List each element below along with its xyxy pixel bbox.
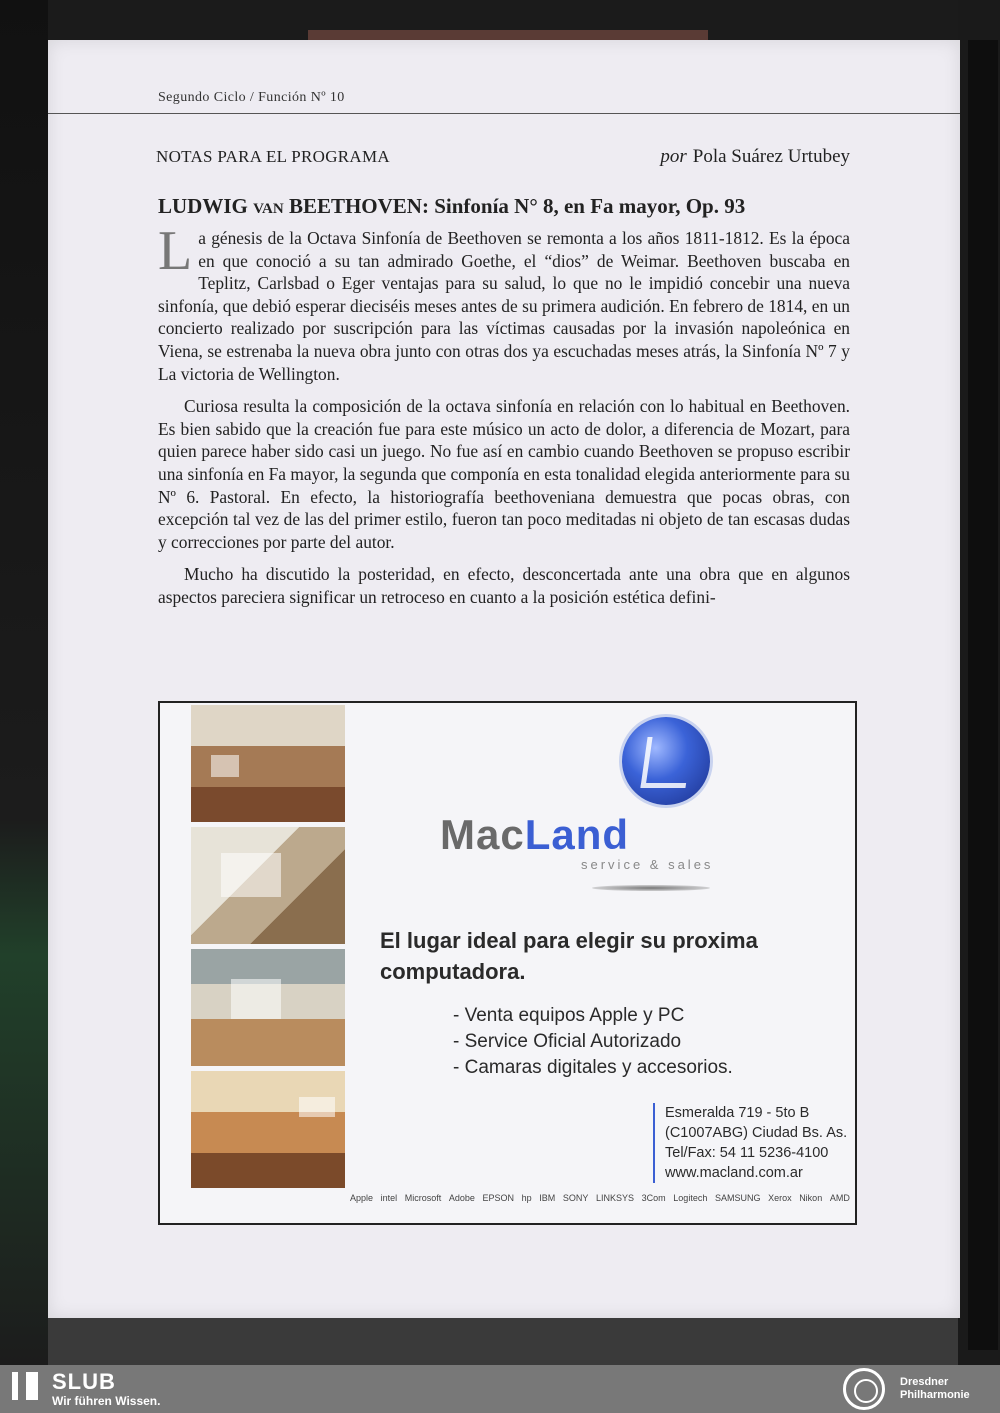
philharmonie-name[interactable] [900, 1376, 970, 1402]
photo-detail [299, 1097, 335, 1117]
article-body [158, 220, 850, 619]
brand-logo: Apple [350, 1193, 374, 1203]
brand-logo: Nikon [799, 1193, 823, 1203]
author-line [660, 146, 850, 168]
title-van: VAN [253, 201, 284, 217]
paragraph-1 [158, 220, 850, 385]
brand-logo: Microsoft [404, 1193, 442, 1203]
philharmonie-logo-icon[interactable] [843, 1368, 885, 1410]
store-photo-1 [191, 705, 345, 822]
address-line-2: (C1007ABG) Ciudad Bs. As. [665, 1125, 848, 1141]
section-label: NOTAS PARA EL PROGRAMA [156, 147, 390, 166]
service-item: - Service Oficial Autorizado [453, 1031, 682, 1052]
brand-logo: 3Com [641, 1193, 666, 1203]
slub-logo-icon[interactable] [12, 1372, 38, 1400]
service-item: - Camaras digitales y accesorios. [453, 1057, 733, 1078]
brand-logo: Xerox [768, 1193, 792, 1203]
logo-shadow [592, 885, 710, 891]
brand-logo: hp [521, 1193, 532, 1203]
title-part2: BEETHOVEN: Sinfonía N° 8, en Fa mayor, Op. 93 [288, 194, 746, 218]
store-photos [191, 705, 345, 1193]
scan-right-strip [968, 40, 998, 1350]
paragraph-1-text: a génesis de la Octava Sinfonía de Beethoven se remonta a los años 1811-1812. Es la época en que conoció a su tan admirado Goethe, el “dios” de Weimar. Beethoven buscaba en Teplitz, Carlsbad o Eger ventajas para su salud, lo que no le impidió concebir una nueva sinfonía, que debió esperar dieciséis meses antes de su primera audición. En febrero de 1814, en un concierto realizado por suscripción para las víctimas causadas por la invasión napoleónica en Viena, se estrenaba la nueva obra junto con otras dos ya escuchadas meses atrás, la Sinfonía Nº 7 y La victoria de Wellington. [158, 228, 850, 384]
logo-land: Land [524, 811, 630, 858]
slub-name[interactable]: SLUB [52, 1369, 116, 1394]
logo-mac: Mac [440, 811, 525, 858]
website-line: www.macland.com.ar [665, 1165, 803, 1181]
store-photo-3 [191, 949, 345, 1066]
title-part1: LUDWIG [158, 194, 248, 218]
drop-cap: L [158, 220, 193, 282]
brand-logo: Logitech [673, 1193, 708, 1203]
globe-mark [640, 737, 692, 788]
photo-detail [211, 755, 239, 777]
author-name: Pola Suárez Urtubey [692, 146, 850, 167]
store-photo-4 [191, 1071, 345, 1188]
slub-tagline: Wir führen Wissen. [52, 1394, 161, 1408]
brand-logo: EPSON [482, 1193, 515, 1203]
brand-logo: Adobe [448, 1193, 475, 1203]
brand-logo: intel [380, 1193, 398, 1203]
brand-logos [350, 1193, 850, 1203]
photo-detail [221, 853, 281, 897]
scan-left-edge [0, 0, 48, 1365]
scan-top-edge [48, 0, 958, 42]
header-rule [48, 113, 960, 114]
philharmonie-line-1: Dresdner [900, 1376, 949, 1388]
philharmonie-line-2: Philharmonie [900, 1389, 970, 1401]
service-item: - Venta equipos Apple y PC [453, 1005, 685, 1026]
brand-logo: SONY [562, 1193, 589, 1203]
logo-tagline: service & sales [581, 857, 714, 872]
phone-line: Tel/Fax: 54 11 5236-4100 [665, 1145, 829, 1161]
brand-logo: AMD [829, 1193, 850, 1203]
ad-headline: El lugar ideal para elegir su proxima computadora. [380, 928, 758, 984]
store-photo-2 [191, 827, 345, 944]
brand-logo: IBM [539, 1193, 556, 1203]
scan-right-edge [958, 0, 1000, 1365]
services-list [453, 1003, 733, 1081]
paragraph-3: Mucho ha discutido la posteridad, en efecto, desconcertada ante una obra que en algunos aspectos pareciera significar un retroceso en cuanto a la posición estética defini- [158, 564, 850, 607]
paragraph-2: Curiosa resulta la composición de la octava sinfonía en relación con lo habitual en Beethoven. Es bien sabido que la creación fue para este músico un acto de dolor, a diferencia de Mozart, para quien parece haber sido casi un juego. No fue así en cambio cuando Beethoven se propuso escribir una sinfonía en Fa mayor, la segunda que componía en esta tonalidad elegida anteriormente para su Nº 6. Pastoral. En efecto, la historiografía beethoveniana demuestra que pocas obras, con excepción tal vez de las del primer estilo, fueron tan poco meditadas ni objeto de tan escasas dudas y correcciones por parte del autor. [158, 396, 850, 552]
viewer-footer [0, 1365, 1000, 1413]
document-page [48, 40, 960, 1318]
globe-logo-icon [622, 717, 710, 805]
author-prefix: por [660, 146, 687, 167]
running-head: Segundo Ciclo / Función Nº 10 [158, 90, 345, 105]
address-line-1: Esmeralda 719 - 5to B [665, 1105, 810, 1121]
contact-block [653, 1103, 847, 1183]
brand-logo: LINKSYS [596, 1193, 635, 1203]
article-title [158, 194, 745, 219]
macland-advertisement [158, 701, 857, 1225]
brand-logo: SAMSUNG [714, 1193, 761, 1203]
photo-detail [231, 979, 281, 1019]
macland-logo [440, 811, 629, 859]
